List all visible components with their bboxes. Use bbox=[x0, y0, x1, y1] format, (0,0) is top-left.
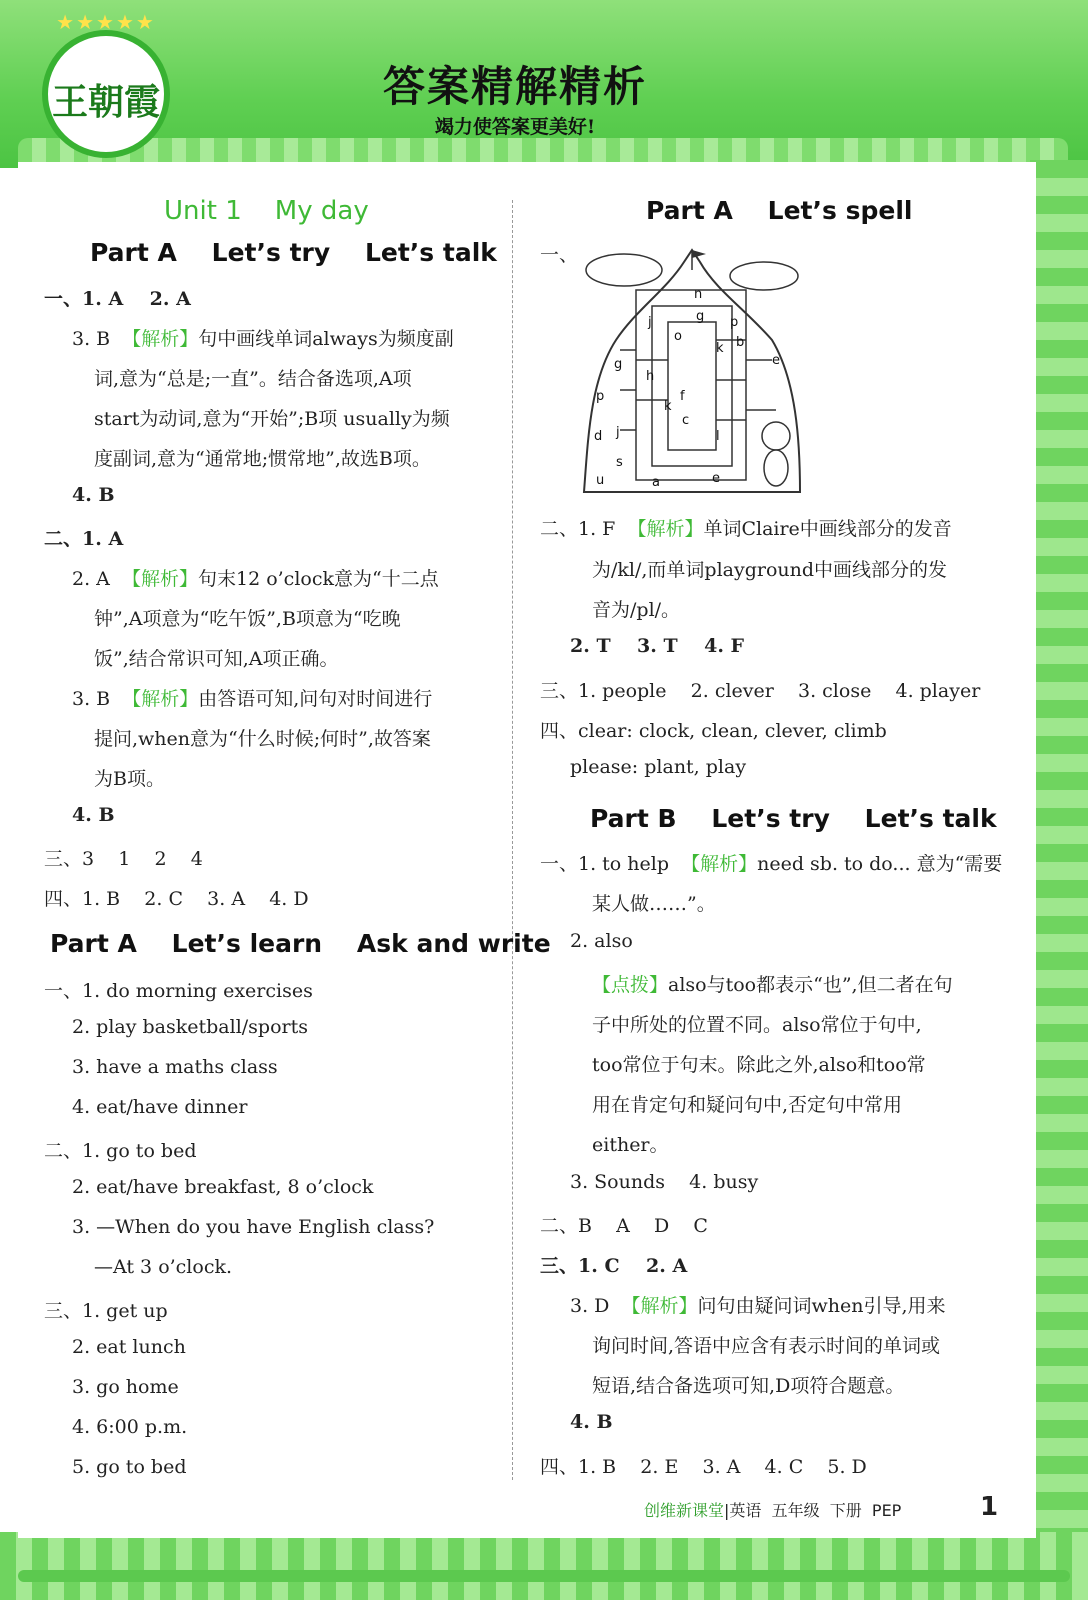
answer-line: please: plant, play bbox=[570, 756, 747, 778]
section-title: Part A Let’s try Let’s talk bbox=[90, 238, 497, 267]
answer-line: 某人做……”。 bbox=[592, 893, 716, 915]
logo-text: 王朝霞 bbox=[51, 81, 160, 123]
answer-line: 短语,结合备选项可知,D项符合题意。 bbox=[592, 1375, 905, 1397]
footer-band bbox=[0, 1532, 1088, 1600]
answer-line: 二、1. F 【解析】单词Claire中画线部分的发音 bbox=[540, 518, 952, 540]
answer-line: 2. play basketball/sports bbox=[72, 1016, 309, 1038]
answer-line: too常位于句末。除此之外,also和too常 bbox=[592, 1054, 926, 1076]
section-title: Part B Let’s try Let’s talk bbox=[590, 804, 997, 833]
analysis-tag: 【解析】 bbox=[621, 1295, 698, 1317]
answer-line: 3. B 【解析】由答语可知,问句对时间进行 bbox=[72, 688, 433, 710]
answer-line: either。 bbox=[592, 1134, 669, 1156]
answer-line: 饭”,结合常识可知,A项正确。 bbox=[94, 648, 339, 670]
answer-line: 3. go home bbox=[72, 1376, 179, 1398]
bear-icon bbox=[762, 422, 790, 450]
footer-book-info: |英语 五年级 下册 PEP bbox=[724, 1501, 902, 1520]
footer-info bbox=[644, 1498, 901, 1521]
maze-letter: l bbox=[716, 429, 720, 444]
answer-line: 2. eat lunch bbox=[72, 1336, 186, 1358]
cloud-icon bbox=[730, 262, 798, 290]
maze-letter: e bbox=[712, 471, 720, 486]
answer-line: 二、B A D C bbox=[540, 1215, 708, 1237]
answer-line: 钟”,A项意为“吃午饭”,B项意为“吃晚 bbox=[94, 608, 401, 630]
answer-line: 一、1. A 2. A bbox=[44, 288, 191, 310]
answer-line: 三、1. get up bbox=[44, 1300, 168, 1322]
answer-line: 三、1. C 2. A bbox=[540, 1255, 688, 1277]
answer-line: 4. B bbox=[72, 804, 115, 826]
page-title: 答案精解精析 bbox=[382, 62, 647, 111]
answer-line: —At 3 o’clock. bbox=[94, 1256, 233, 1278]
answer-line: 2. also bbox=[570, 930, 633, 952]
answer-line: 度副词,意为“通常地;惯常地”,故选B项。 bbox=[94, 448, 431, 470]
unit-title: Unit 1 My day bbox=[164, 196, 369, 226]
column-divider bbox=[512, 200, 513, 1480]
analysis-tag: 【解析】 bbox=[122, 688, 199, 710]
answer-line: 二、1. go to bed bbox=[44, 1140, 197, 1162]
answer-line: 四、1. B 2. C 3. A 4. D bbox=[44, 888, 309, 910]
answer-line: 4. B bbox=[72, 484, 115, 506]
answer-line: 为/kl/,而单词playground中画线部分的发 bbox=[592, 559, 948, 581]
answer-line: 询问时间,答语中应含有表示时间的单词或 bbox=[592, 1335, 941, 1357]
analysis-tag: 【点拨】 bbox=[592, 974, 669, 996]
answer-line: 3. have a maths class bbox=[72, 1056, 278, 1078]
answer-line: 【点拨】also与too都表示“也”,但二者在句 bbox=[592, 974, 953, 996]
answer-line: 2. eat/have breakfast, 8 o’clock bbox=[72, 1176, 374, 1198]
answer-line: 2. A 【解析】句末12 o’clock意为“十二点 bbox=[72, 568, 439, 590]
maze-letter: j bbox=[616, 425, 620, 440]
section-title: Part A Let’s spell bbox=[646, 196, 913, 225]
maze-letter: u bbox=[596, 473, 605, 488]
answer-line: 一、1. do morning exercises bbox=[44, 980, 313, 1002]
maze-letter: h bbox=[646, 369, 655, 384]
answer-line: 4. B bbox=[570, 1411, 613, 1433]
maze-letter: n bbox=[694, 287, 703, 302]
answer-line: start为动词,意为“开始”;B项 usually为频 bbox=[94, 408, 450, 430]
analysis-tag: 【解析】 bbox=[627, 518, 704, 540]
cloud-icon bbox=[586, 254, 662, 286]
answer-line: 3. D 【解析】问句由疑问词when引导,用来 bbox=[570, 1295, 946, 1317]
star-icon: ★★★★★ bbox=[56, 10, 156, 34]
logo bbox=[42, 10, 170, 158]
page-number: 1 bbox=[980, 1492, 999, 1522]
bear-body bbox=[764, 450, 788, 486]
maze-letter: a bbox=[652, 475, 660, 490]
answer-line: 音为/pl/。 bbox=[592, 599, 681, 621]
answer-line: 提问,when意为“什么时候;何时”,故答案 bbox=[94, 728, 431, 750]
flag-icon bbox=[692, 250, 706, 258]
answer-line: 一、1. to help 【解析】need sb. to do... 意为“需要 bbox=[540, 853, 1003, 875]
analysis-tag: 【解析】 bbox=[122, 328, 199, 350]
analysis-tag: 【解析】 bbox=[121, 568, 198, 590]
maze-letter: s bbox=[616, 455, 623, 470]
answer-line: 3. —When do you have English class? bbox=[72, 1216, 435, 1238]
answer-line: 3. B 【解析】句中画线单词always为频度副 bbox=[72, 328, 454, 350]
answer-line: 2. T 3. T 4. F bbox=[570, 635, 745, 657]
analysis-tag: 【解析】 bbox=[681, 853, 758, 875]
maze-letter: c bbox=[682, 413, 690, 428]
section-title: Part A Let’s learn Ask and write bbox=[50, 929, 551, 958]
answer-line: 三、3 1 2 4 bbox=[44, 848, 203, 870]
maze-letter: k bbox=[716, 341, 724, 356]
answer-line: 3. Sounds 4. busy bbox=[570, 1171, 759, 1193]
page-subtitle: 竭力使答案更美好! bbox=[434, 116, 596, 138]
answer-line: 词,意为“总是;一直”。结合备选项,A项 bbox=[94, 368, 412, 390]
answer-line: 4. 6:00 p.m. bbox=[72, 1416, 188, 1438]
question-number: 一、 bbox=[540, 244, 579, 266]
maze-letter: g bbox=[614, 357, 623, 372]
answer-line: 4. eat/have dinner bbox=[72, 1096, 248, 1118]
maze-letter: b bbox=[736, 335, 745, 350]
answer-line: 二、1. A bbox=[44, 528, 124, 550]
maze-letter: p bbox=[596, 389, 605, 404]
answer-line: 为B项。 bbox=[94, 768, 165, 790]
answer-line: 四、clear: clock, clean, clever, climb bbox=[540, 720, 887, 742]
maze-letter: d bbox=[594, 429, 603, 444]
maze-letter: f bbox=[680, 389, 685, 404]
answer-line: 用在肯定句和疑问句中,否定句中常用 bbox=[592, 1094, 903, 1116]
maze-letter: k bbox=[664, 399, 672, 414]
footer-brand: 创维新课堂 bbox=[644, 1501, 725, 1520]
answer-line: 三、1. people 2. clever 3. close 4. player bbox=[540, 680, 981, 702]
maze-letter: g bbox=[696, 309, 705, 324]
maze-letter: j bbox=[648, 315, 652, 330]
answer-line: 子中所处的位置不同。also常位于句中, bbox=[592, 1014, 922, 1036]
maze-letter: e bbox=[772, 353, 780, 368]
answer-line: 四、1. B 2. E 3. A 4. C 5. D bbox=[540, 1456, 867, 1478]
footer-wave-line bbox=[18, 1570, 1070, 1582]
answer-line: 5. go to bed bbox=[72, 1456, 187, 1478]
maze-illustration bbox=[576, 240, 816, 500]
right-wave-border bbox=[1030, 160, 1088, 1600]
maze-letter: p bbox=[730, 315, 739, 330]
maze-letter: o bbox=[674, 329, 682, 344]
